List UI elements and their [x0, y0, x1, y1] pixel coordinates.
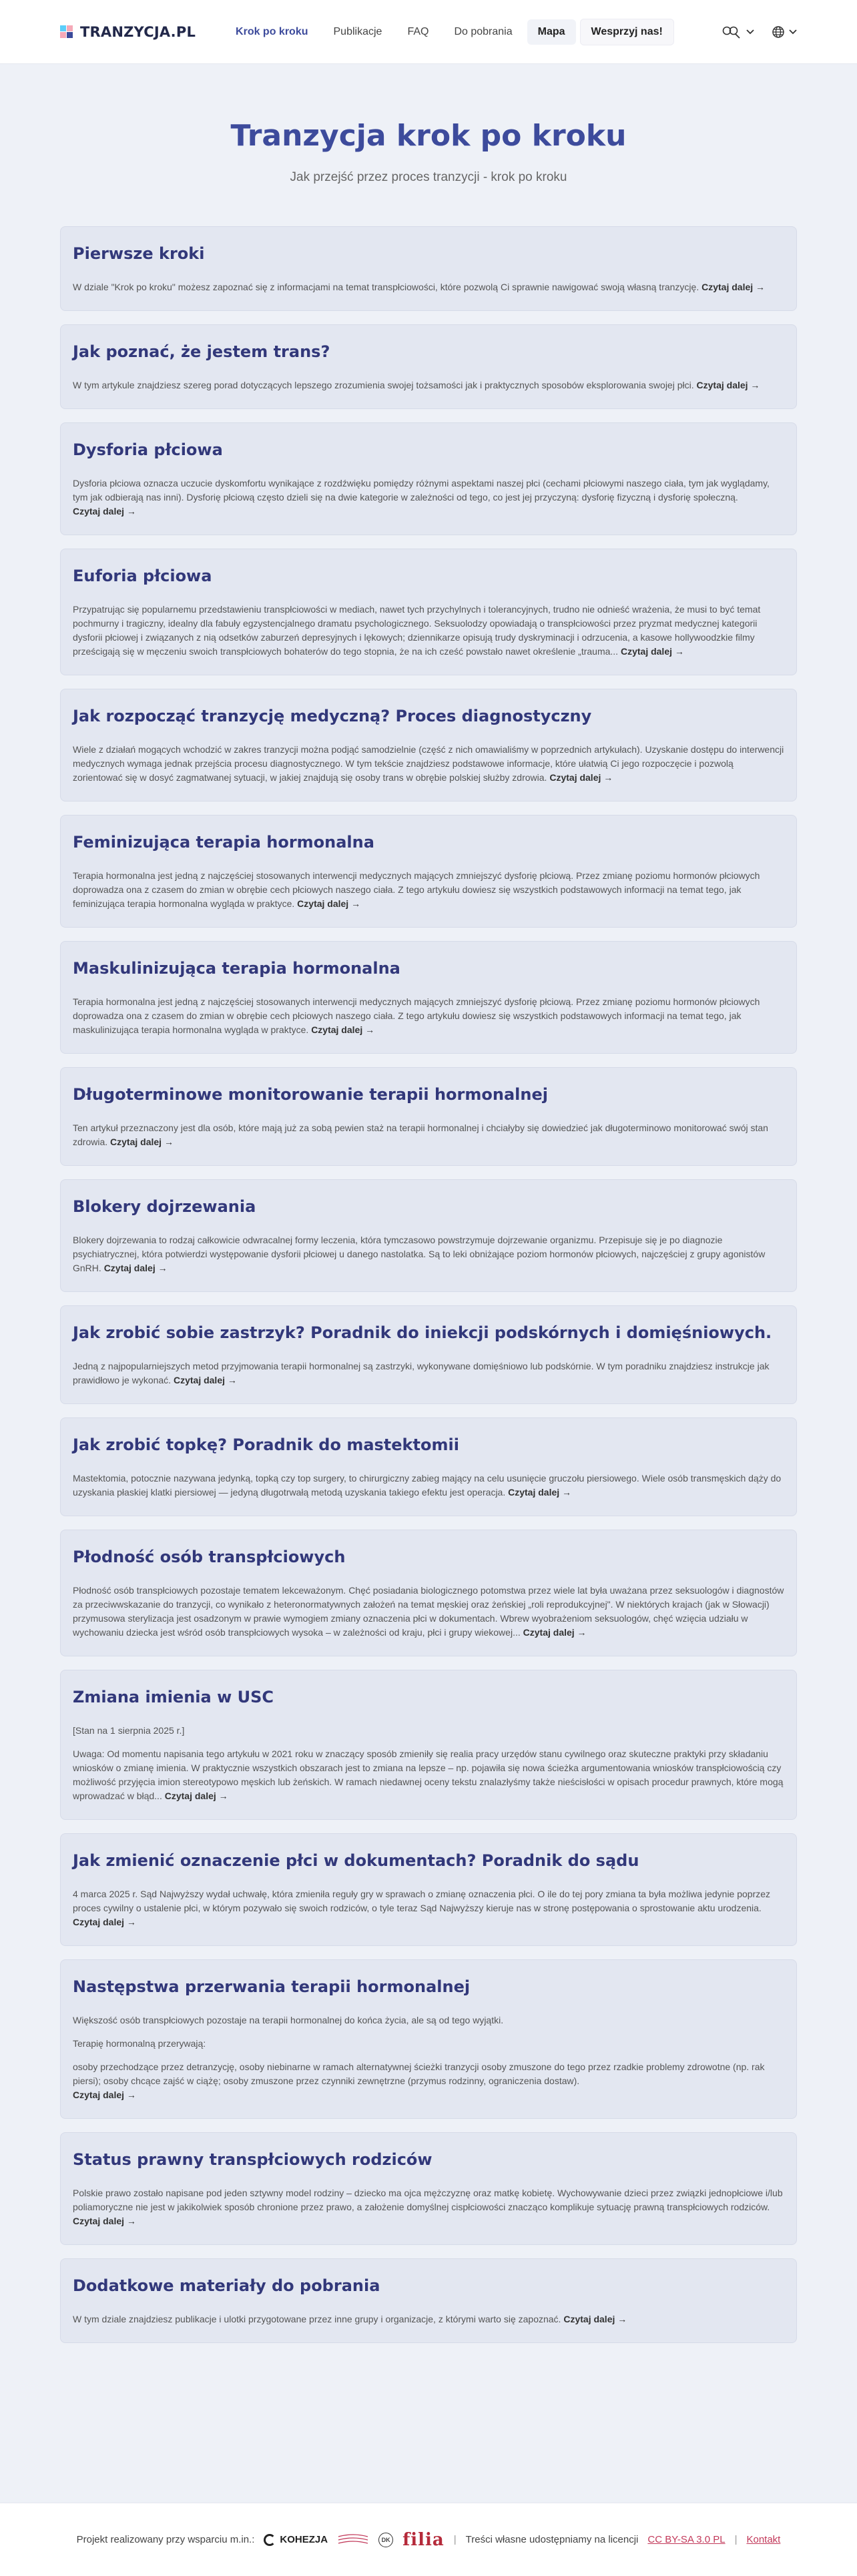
article-excerpt — [73, 2037, 784, 2051]
article-excerpt — [73, 603, 784, 659]
read-more-link[interactable]: Czytaj dalej → — [620, 646, 684, 657]
accessibility-menu[interactable] — [722, 25, 754, 39]
sponsor-kohezja-label: KOHEZJA — [280, 2534, 328, 2545]
article-excerpt-text: Przypatrując się popularnemu przedstawieniu transpłciowości w mediach, nawet tych przychylnych i tolerancyjnych, trudno nie odnieść wrażenia, że musi to być temat pochmurny i tragiczny, idealny dla fabuły egzystencjalnego dramatu psychologicznego. Seksuolodzy opowiadają o transpłciowości przez pryzmat medycznej kategorii dysforii płciowej i związanych z nią odsetków zaburzeń depresyjnych i lękowych; dziennikarze opisują trudy dyskryminacji i odrzucenia, a kasowe hollywoodzkie filmy prześcigają się w męczeniu swoich transpłciowych bohaterów do tego stopnia, że na ich cześć powstało nawet określenie „trauma... — [73, 604, 761, 657]
read-more-link[interactable]: Czytaj dalej → — [164, 1791, 228, 1801]
license-link[interactable]: CC BY-SA 3.0 PL — [647, 2534, 726, 2545]
article-excerpt-text: osoby przechodzące przez detranzycję, osoby niebinarne w ramach alternatywnej ścieżki tranzycji osoby zmuszone do tego przez rzadkie problemy zdrowotne (np. rak piersi); osoby chcące zajść w ciążę; osoby zmuszone przez czynniki zewnętrzne (przymus rodzinny, ograniczenia dostaw). — [73, 2061, 765, 2086]
article-excerpt-text: W dziale "Krok po kroku" możesz zapoznać się z informacjami na temat transpłciowości, które pozwolą Ci sprawnie nawigować swoją własną tranzycję. — [73, 282, 699, 292]
article-excerpt — [73, 1472, 784, 1500]
article-excerpt-text: [Stan na 1 sierpnia 2025 r.] — [73, 1725, 185, 1736]
article-excerpt-text: Wiele z działań mogących wchodzić w zakres tranzycji można podjąć samodzielnie (część z nich omawialiśmy w poprzednich artykułach). Uzyskanie dostępu do interwencji medycznych wymaga jednak przejścia procesu diagnostycznego. W tym tekście znajdziesz podstawowe informacje, które ułatwią Ci jego rozpoczęcie i pozwolą zorientować się w dosyć zagmatwanej sytuacji, w jakiej znajdują się osoby trans w obrębie polskiej służby zdrowia. — [73, 744, 784, 783]
read-more-link[interactable]: Czytaj dalej → — [73, 506, 136, 517]
read-more-link[interactable]: Czytaj dalej → — [103, 1263, 168, 1273]
site-header — [0, 0, 857, 64]
read-more-link[interactable]: Czytaj dalej → — [701, 282, 766, 292]
article-card[interactable] — [60, 549, 797, 675]
globe-icon — [772, 25, 785, 39]
nav-item-0[interactable]: Krok po kroku — [236, 25, 308, 37]
main-nav — [225, 19, 674, 45]
article-excerpt-text: Dysforia płciowa oznacza uczucie dyskomfortu wynikające z rozdźwięku pomiędzy różnymi aspektami naszej płci (cechami płciowymi naszego ciała, tym jak wyglądamy, tym jak odbierają nas inni). Dysforię płciową często dzieli się na dwie kategorie w zależności od tego, co jest jej przyczyną: dysforię fizyczną i dysforię społeczną. — [73, 478, 770, 503]
article-card[interactable] — [60, 1959, 797, 2119]
project-support-text: Projekt realizowany przy wsparciu m.in.: — [76, 2534, 255, 2545]
article-excerpt-text: Uwaga: Od momentu napisania tego artykułu w 2021 roku w znaczący sposób zmieniły się realia pracy urzędów stanu cywilnego oraz skuteczne praktyki przy składaniu wniosków o zmianę imienia. W praktycznie wszystkich obszarach jest to zmiana na lepsze – np. pojawiła się nowa ścieżka argumentowania wniosków transpłciowością czy możliwość przyjęcia imion stereotypowo męskich lub żeńskich. W ramach niedawnej oceny tekstu znalazłyśmy także nieścisłości w opisach procedur prawnych, które mogą wprowadzać w błąd... — [73, 1748, 784, 1801]
article-title[interactable]: Blokery dojrzewania — [73, 1197, 256, 1216]
article-excerpt — [73, 2186, 784, 2228]
sponsor-lines-logo-icon[interactable] — [337, 2533, 369, 2547]
article-title[interactable]: Euforia płciowa — [73, 567, 212, 585]
read-more-link[interactable]: Czytaj dalej → — [563, 2314, 627, 2324]
article-title[interactable]: Zmiana imienia w USC — [73, 1688, 274, 1706]
license-text: Treści własne udostępniamy na licencji — [465, 2534, 639, 2545]
article-card[interactable] — [60, 689, 797, 801]
article-title[interactable]: Dodatkowe materiały do pobrania — [73, 2276, 380, 2295]
article-title[interactable]: Maskulinizująca terapia hormonalna — [73, 959, 400, 978]
sponsor-dk-logo[interactable]: DK — [378, 2533, 393, 2547]
nav-item-4[interactable]: Mapa — [527, 19, 576, 45]
article-excerpt-text: Jedną z najpopularniejszych metod przyjmowania terapii hormonalnej są zastrzyki, wykonywane domięśniowo lub podskórnie. W tym poradniku znajdziesz instrukcje jak prawidłowo je wykonać. — [73, 1361, 770, 1385]
article-excerpt-text: Polskie prawo zostało napisane pod jeden sztywny model rodziny – dziecko ma ojca mężczyznę oraz matkę kobietę. Wychowywanie dzieci przez związki jednopłciowe i/lub poliamoryczne nie jest w jakikolwiek sposób chronione przez prawo, a założenie domyślnej cispłciowości znacząco komplikuje sytuację prawną transpłciowych rodziców. — [73, 2188, 783, 2212]
article-excerpt — [73, 1584, 784, 1640]
site-footer — [0, 2503, 857, 2576]
article-excerpt — [73, 1724, 784, 1738]
article-excerpt — [73, 2312, 784, 2326]
article-excerpt — [73, 995, 784, 1037]
read-more-link[interactable]: Czytaj dalej → — [173, 1375, 237, 1385]
page-title: Tranzycja krok po kroku — [230, 119, 627, 153]
kohezja-logo-icon — [264, 2534, 276, 2546]
article-title[interactable]: Status prawny transpłciowych rodziców — [73, 2150, 433, 2169]
article-excerpt-text: W tym dziale znajdziesz publikacje i ulotki przygotowane przez inne grupy i organizacje, z którymi warto się zapoznać. — [73, 2314, 561, 2324]
footer-separator: | — [734, 2534, 738, 2545]
chevron-down-icon — [789, 29, 797, 35]
read-more-link[interactable]: Czytaj dalej → — [73, 1917, 136, 1927]
read-more-link[interactable]: Czytaj dalej → — [297, 898, 361, 909]
article-excerpt-text: 4 marca 2025 r. Sąd Najwyższy wydał uchwałę, która zmieniła reguły gry w sprawach o zmianę oznaczenia płci. O ile do tej pory zmiana ta była możliwa jedynie poprzez proces cywilny o ustalenie płci, w którym pozywało się swoich rodziców, o tyle teraz Sąd Najwyższy kieruje nas w stronę postępowania o sprostowanie aktu urodzenia. — [73, 1889, 771, 1913]
article-excerpt — [73, 743, 784, 785]
article-excerpt-text: W tym artykule znajdziesz szereg porad dotyczących lepszego zrozumienia swojej tożsamości jak i praktycznych sposobów eksplorowania swojej płci. — [73, 380, 694, 390]
article-excerpt — [73, 1121, 784, 1149]
language-menu[interactable] — [772, 25, 797, 39]
page-subtitle: Jak przejść przez proces tranzycji - krok po kroku — [290, 170, 567, 184]
article-excerpt — [73, 1359, 784, 1387]
article-card[interactable] — [60, 1833, 797, 1946]
accessibility-icon — [722, 25, 742, 39]
read-more-link[interactable]: Czytaj dalej → — [311, 1024, 375, 1035]
chevron-down-icon — [746, 29, 754, 35]
nav-item-2[interactable]: FAQ — [407, 25, 429, 37]
article-card[interactable] — [60, 2258, 797, 2343]
read-more-link[interactable]: Czytaj dalej → — [508, 1487, 572, 1498]
article-card[interactable] — [60, 1305, 797, 1404]
hero-section — [0, 64, 857, 226]
article-excerpt-text: Mastektomia, potocznie nazywana jedynką, topką czy top surgery, to chirurgiczny zabieg mający na celu usunięcie gruczołu piersiowego. Wiele osób transmęskich dąży do uzyskania płaskiej klatki piersiowej — jedyną długotrwałą metodą uzyskania takiego efektu jest operacja. — [73, 1473, 782, 1498]
article-excerpt — [73, 1747, 784, 1803]
nav-item-3[interactable]: Do pobrania — [454, 25, 513, 37]
read-more-link[interactable]: Czytaj dalej → — [523, 1627, 587, 1638]
article-title[interactable]: Jak rozpocząć tranzycję medyczną? Proces diagnostyczny — [73, 707, 592, 725]
article-title[interactable]: Następstwa przerwania terapii hormonalnej — [73, 1977, 471, 1996]
article-title[interactable]: Długoterminowe monitorowanie terapii hormonalnej — [73, 1085, 548, 1104]
article-title[interactable]: Pierwsze kroki — [73, 244, 205, 263]
sponsor-filia-logo[interactable]: filia — [402, 2529, 445, 2550]
read-more-link[interactable]: Czytaj dalej → — [73, 2216, 136, 2226]
article-excerpt-text: Terapia hormonalna jest jedną z najczęściej stosowanych interwencji medycznych mających zmniejszyć dysforię płciową. Przez zmianę poziomu hormonów płciowych doprowadza ona z czasem do zmian w obrębie cech płciowych naszego ciała. Z tego artykułu dowiesz się wszystkich podstawowych informacji na temat tego, jak maskulinizująca terapia hormonalna wygląda w praktyce. — [73, 996, 760, 1035]
article-excerpt — [73, 476, 784, 519]
article-title[interactable]: Dysforia płciowa — [73, 440, 223, 459]
article-excerpt-text: Blokery dojrzewania to rodzaj całkowicie odwracalnej formy leczenia, która tymczasowo powstrzymuje dojrzewanie organizmu. Przepisuje się je po diagnozie psychiatrycznej, która potwierdzi występowanie dysforii płciowej u danego nastolatka. Są to leki obniżające poziom hormonów płciowych, najczęściej z grupy agonistów GnRH. — [73, 1235, 766, 1273]
article-excerpt — [73, 1887, 784, 1929]
article-card[interactable] — [60, 1179, 797, 1292]
sponsor-kohezja[interactable] — [264, 2534, 328, 2546]
article-excerpt-text: Płodność osób transpłciowych pozostaje tematem lekceważonym. Chęć posiadania biologicznego potomstwa przez wiele lat była uważana przez seksuologów i diagnostów za przeciwwskazanie do tranzycji, co wynikało z heteronormatywnych założeń na temat męskiej oraz żeńskiej „roli reprodukcyjnej". W niektórych krajach (jak w Słowacji) przymusowa sterylizacja jest osadzonym w prawie wymogiem zmiany oznaczenia płci w dokumentach. Wbrew wyobrażeniom seksuologów, chęć wzięcia udziału w wychowaniu dziecka jest wśród osób transpłciowych wysoka – w zależności od kraju, płci i grupy wiekowej... — [73, 1585, 784, 1638]
logo-text: TRANZYCJA.PL — [80, 23, 196, 40]
article-excerpt — [73, 2013, 784, 2027]
nav-item-1[interactable]: Publikacje — [333, 25, 382, 37]
article-card[interactable] — [60, 1670, 797, 1820]
article-card[interactable] — [60, 941, 797, 1054]
article-excerpt-text: Terapia hormonalna jest jedną z najczęściej stosowanych interwencji medycznych mających zmniejszyć dysforię płciową. Przez zmianę poziomu hormonów płciowych doprowadza ona z czasem do zmian w obrębie cech płciowych naszego ciała. Z tego artykułu dowiesz się wszystkich podstawowych informacji na temat tego, jak feminizująca terapia hormonalna wygląda w praktyce. — [73, 870, 760, 909]
article-title[interactable]: Jak zrobić sobie zastrzyk? Poradnik do iniekcji podskórnych i domięśniowych. — [73, 1323, 772, 1342]
article-card[interactable] — [60, 1417, 797, 1516]
article-card[interactable] — [60, 324, 797, 409]
read-more-link[interactable]: Czytaj dalej → — [696, 380, 760, 390]
article-card[interactable] — [60, 226, 797, 311]
article-card[interactable] — [60, 1067, 797, 1166]
read-more-link[interactable]: Czytaj dalej → — [110, 1137, 174, 1147]
article-excerpt — [73, 280, 784, 294]
article-excerpt-text: Terapię hormonalną przerywają: — [73, 2038, 206, 2049]
read-more-link[interactable]: Czytaj dalej → — [73, 2089, 136, 2100]
contact-link[interactable]: Kontakt — [746, 2534, 781, 2545]
article-list — [0, 226, 857, 2343]
nav-item-5[interactable]: Wesprzyj nas! — [580, 19, 674, 45]
read-more-row — [73, 2088, 784, 2102]
footer-separator: | — [453, 2534, 457, 2545]
logo-mark-icon — [60, 25, 75, 39]
article-excerpt — [73, 2060, 784, 2088]
article-card[interactable] — [60, 1530, 797, 1656]
article-title[interactable]: Płodność osób transpłciowych — [73, 1548, 346, 1566]
article-excerpt — [73, 378, 784, 392]
article-title[interactable]: Jak zmienić oznaczenie płci w dokumentach? Poradnik do sądu — [73, 1851, 639, 1870]
article-excerpt-text: Większość osób transpłciowych pozostaje na terapii hormonalnej do końca życia, ale są od tego wyjątki. — [73, 2015, 504, 2025]
article-excerpt — [73, 869, 784, 911]
article-title[interactable]: Feminizująca terapia hormonalna — [73, 833, 374, 852]
article-card[interactable] — [60, 422, 797, 535]
article-excerpt — [73, 1233, 784, 1275]
article-card[interactable] — [60, 2132, 797, 2245]
site-logo[interactable] — [60, 24, 196, 40]
article-title[interactable]: Jak poznać, że jestem trans? — [73, 342, 330, 361]
article-excerpt-text: Ten artykuł przeznaczony jest dla osób, które mają już za sobą pewien staż na terapii hormonalnej i chciałyby się dowiedzieć jak długoterminowo monitorować swój stan zdrowia. — [73, 1122, 768, 1147]
read-more-link[interactable]: Czytaj dalej → — [549, 772, 613, 783]
article-title[interactable]: Jak zrobić topkę? Poradnik do mastektomii — [73, 1435, 459, 1454]
article-card[interactable] — [60, 815, 797, 928]
